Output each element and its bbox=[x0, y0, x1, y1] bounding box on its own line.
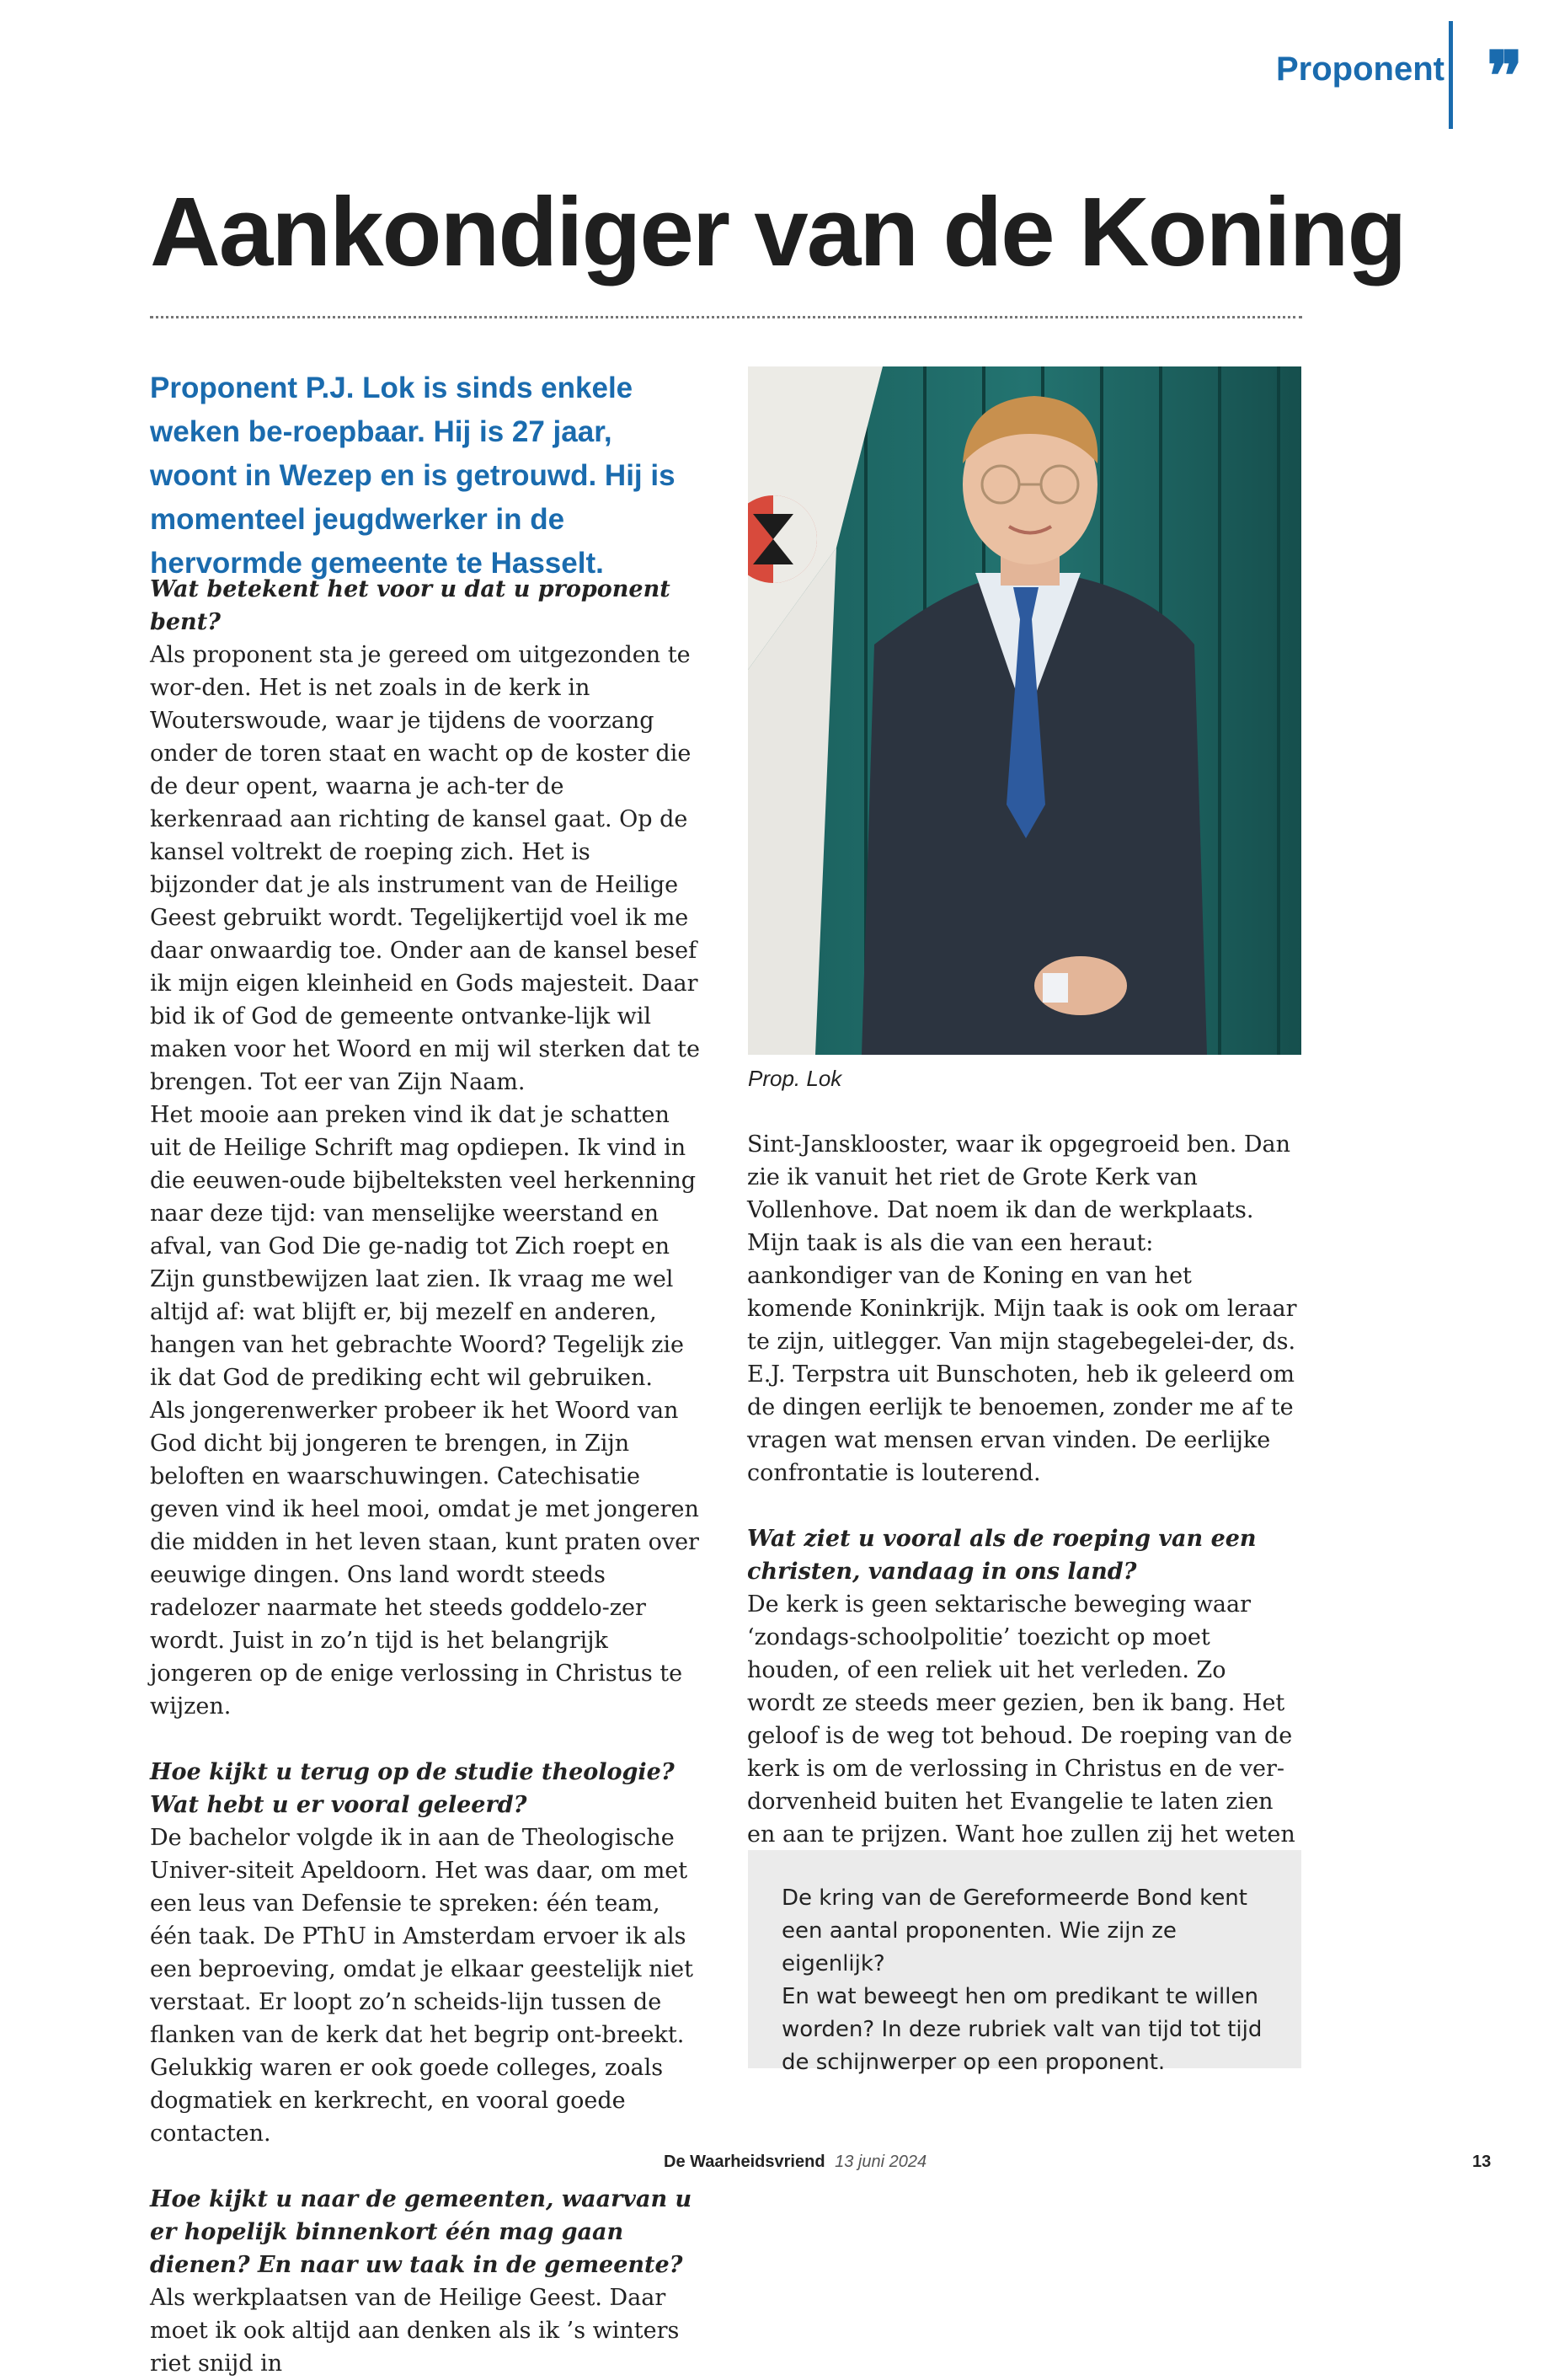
interview-answer: Het mooie aan preken vind ik dat je schatten uit de Heilige Schrift mag opdiepen. Ik vind in die eeuwen-oude bijbelteksten veel herkenning naar deze tijd: van menselijke weerstand en afval, van God Die ge-nadig tot Zich roept en Zijn gunstbewijzen laat zien. Ik vraag me wel altijd af: wat blijft er, bij mezelf en anderen, hangen van het gebrachte Woord? Tegelijk zie ik dat God de prediking echt wil gebruiken. bbox=[150, 1102, 697, 1391]
title-divider bbox=[150, 316, 1302, 318]
article-title: Aankondiger van de Koning bbox=[150, 177, 1406, 286]
right-column bbox=[747, 1128, 1300, 1884]
photo-caption: Prop. Lok bbox=[748, 1066, 842, 1091]
quote-icon: ❞ bbox=[1487, 36, 1524, 115]
article-intro: Proponent P.J. Lok is sinds enkele weken be-roepbaar. Hij is 27 jaar, woont in Wezep en is getrouwd. Hij is momenteel jeugdwerker in de hervormde gemeente te Hasselt. bbox=[150, 372, 676, 580]
left-column bbox=[150, 573, 702, 2380]
interview-answer: Als proponent sta je gereed om uitgezonden te wor-den. Het is net zoals in de kerk in Wouterswoude, waar je tijdens de voorzang onder de toren staat en wacht op de koster die de deur opent, waarna je ach-ter de kerkenraad aan richting de kansel gaat. Op de kansel voltrekt de roeping zich. Het is bijzonder dat je als instrument van de Heilige Geest gebruikt wordt. Tegelijkertijd voel ik me daar onwaardig toe. Onder aan de kansel besef ik mijn eigen kleinheid en Gods majesteit. Daar bid ik of God de gemeente ontvanke-lijk wil maken voor het Woord en mij wil sterken dat te brengen. Tot eer van Zijn Naam. bbox=[150, 642, 700, 1095]
interview-answer: Mijn taak is als die van een heraut: aankondiger van de Koning en van het komende Koninkrijk. Mijn taak is ook om leraar te zijn, uitlegger. Van mijn stagebegelei-der, ds. E.J. Terpstra uit Bunschoten, heb ik geleerd om de dingen eerlijk te benoemen, zonder me af te vragen wat mensen ervan vinden. De eerlijke confrontatie is louterend. bbox=[747, 1230, 1297, 1486]
interview-answer: De bachelor volgde ik in aan de Theologische Univer-siteit Apeldoorn. Het was daar, om met een leus van Defensie te spreken: één team, één taak. De PThU in Amsterdam ervoer ik als een beproeving, omdat je elkaar geestelijk niet verstaat. Er loopt zo’n scheids-lijn tussen de flanken van de kerk dat het begrip ont-breekt. Gelukkig waren er ook goede colleges, zoals dogmatiek en kerkrecht, en vooral goede contacten. bbox=[150, 1825, 693, 2147]
footer bbox=[664, 2153, 927, 2172]
interview-question: Wat betekent het voor u dat u proponent bent? bbox=[150, 576, 670, 635]
info-box bbox=[748, 1850, 1301, 2075]
interview-question: Hoe kijkt u terug op de studie theologie? Wat hebt u er vooral geleerd? bbox=[150, 1759, 675, 1818]
page-number: 13 bbox=[1472, 2153, 1492, 2171]
interview-question: Hoe kijkt u naar de gemeenten, waarvan u er hopelijk binnenkort één mag gaan dienen? En naar uw taak in de gemeente? bbox=[150, 2186, 692, 2278]
section-label: Proponent bbox=[1276, 51, 1445, 88]
interview-question: Wat ziet u vooral als de roeping van een christen, vandaag in ons land? bbox=[747, 1526, 1257, 1585]
interview-answer: Als jongerenwerker probeer ik het Woord van God dicht bij jongeren te brengen, in Zijn beloften en waarschuwingen. Catechisatie geven vind ik heel mooi, omdat je met jongeren die midden in het leven staan, kunt praten over eeuwige dingen. Ons land wordt steeds radelozer naarmate het steeds goddelo-zer wordt. Juist in zo’n tijd is het belangrijk jongeren op de enige verlossing in Christus te wijzen. bbox=[150, 1398, 699, 1719]
interview-answer: Als werkplaatsen van de Heilige Geest. Daar moet ik ook altijd aan denken als ik ’s winters riet snijd in bbox=[150, 2285, 680, 2377]
footer-publication: De Waarheidsvriend bbox=[664, 2153, 825, 2171]
info-box-text: De kring van de Gereformeerde Bond kent een aantal proponenten. Wie zijn ze eigenlijk? En wat beweegt hen om predikant te willen worden? In deze rubriek valt van tijd tot tijd de schijnwerper op een proponent. bbox=[782, 1885, 1263, 2075]
header-divider bbox=[1449, 21, 1453, 129]
interview-answer: De kerk is geen sektarische beweging waar ‘zondags-schoolpolitie’ toezicht op moet houden, of een reliek uit het verleden. Zo wordt ze steeds meer gezien, ben ik bang. Het geloof is de weg tot behoud. De roeping van de kerk is om de verlossing in Christus en de ver-dorvenheid buiten het Evangelie te laten zien en aan te prijzen. Want hoe zullen zij het weten bbox=[747, 1591, 1295, 1848]
interview-answer: Sint-Jansklooster, waar ik opgegroeid ben. Dan zie ik vanuit het riet de Grote Kerk van Vollenhove. Dat noem ik dan de werkplaats. bbox=[747, 1131, 1291, 1223]
footer-date: 13 juni 2024 bbox=[835, 2153, 927, 2171]
portrait-photo bbox=[748, 366, 1301, 1055]
